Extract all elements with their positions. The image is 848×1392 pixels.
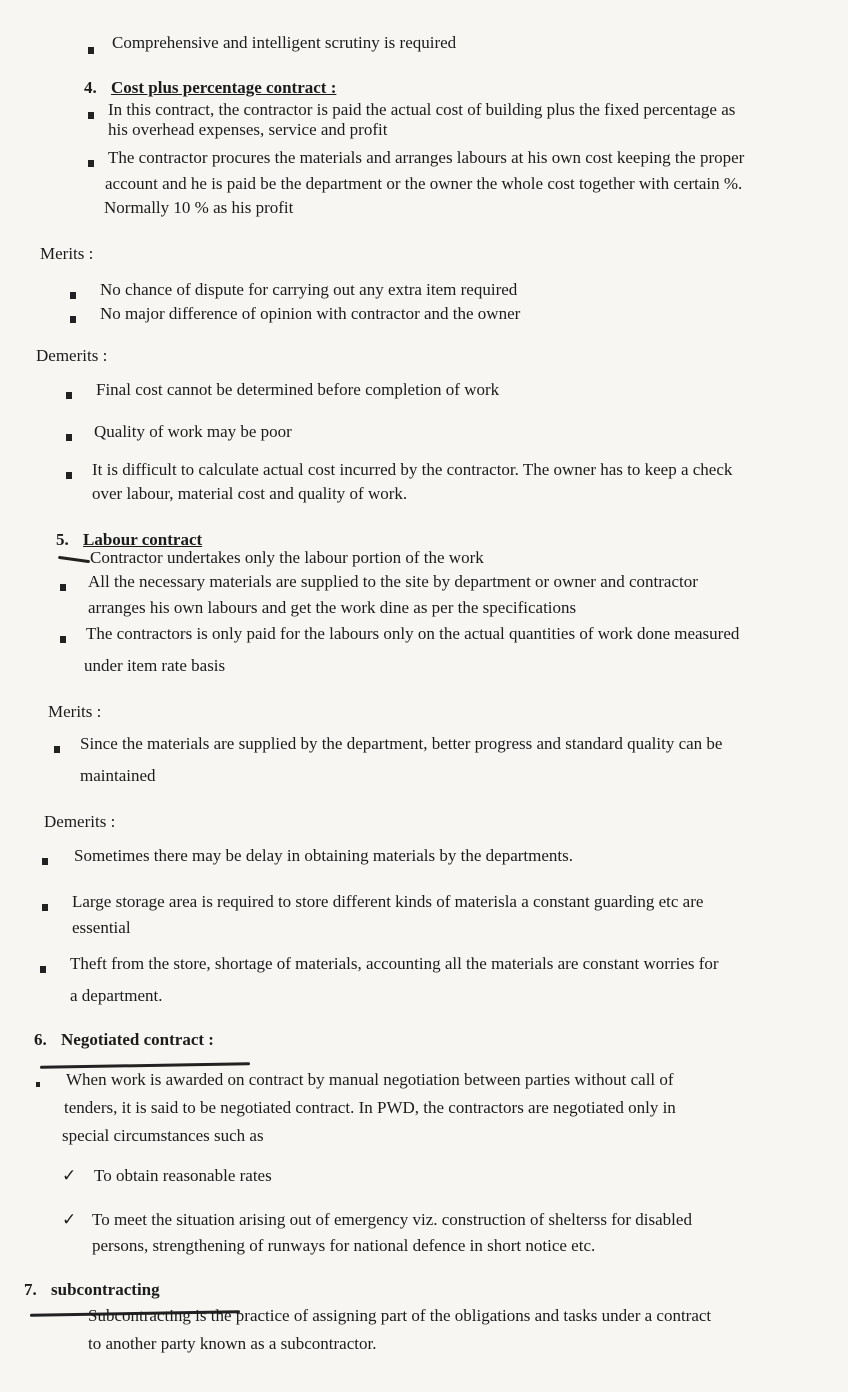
text-line: a department. — [70, 986, 163, 1005]
bullet — [60, 584, 66, 591]
text-line: his overhead expenses, service and profit — [108, 120, 388, 139]
bullet — [66, 472, 72, 479]
bullet — [88, 112, 94, 119]
text-line: No chance of dispute for carrying out any extra item required — [100, 280, 518, 299]
bullet — [70, 316, 76, 323]
bullet — [60, 636, 66, 643]
section-number: 5. — [56, 530, 69, 549]
text-line: Contractor undertakes only the labour portion of the work — [90, 548, 484, 567]
text-line: Theft from the store, shortage of materials, accounting all the materials are constant worries for — [70, 954, 719, 973]
text-line: account and he is paid be the department or the owner the whole cost together with certain %. — [105, 174, 743, 193]
text-line: essential — [72, 918, 131, 937]
bullet — [54, 746, 60, 753]
text-line: Since the materials are supplied by the department, better progress and standard quality can be — [80, 734, 723, 753]
text-line: Comprehensive and intelligent scrutiny is required — [112, 33, 457, 52]
merits-label: Merits : — [48, 702, 102, 721]
bullet — [36, 1082, 40, 1087]
text-line: under item rate basis — [84, 656, 226, 675]
text-line: arranges his own labours and get the work dine as per the specifications — [88, 598, 577, 617]
text-line: to another party known as a subcontractor. — [88, 1334, 377, 1353]
text-line: over labour, material cost and quality of work. — [92, 484, 408, 503]
text-line: Large storage area is required to store different kinds of materisla a constant guarding etc are — [72, 892, 704, 911]
section-number: 4. — [84, 78, 97, 97]
bullet — [40, 966, 46, 973]
text-line: It is difficult to calculate actual cost incurred by the contractor. The owner has to keep a check — [92, 460, 733, 479]
section-heading — [84, 78, 336, 98]
section-heading — [34, 1030, 214, 1050]
bullet — [88, 47, 94, 54]
text-line: Final cost cannot be determined before completion of work — [96, 380, 500, 399]
pen-mark — [58, 556, 90, 563]
section-number: 6. — [34, 1030, 47, 1049]
text-line: No major difference of opinion with contractor and the owner — [100, 304, 521, 323]
text-line: persons, strengthening of runways for national defence in short notice etc. — [92, 1236, 596, 1255]
bullet — [42, 904, 48, 911]
section-title: Cost plus percentage contract : — [111, 78, 337, 97]
text-line: To meet the situation arising out of emergency viz. construction of shelterss for disabled — [92, 1210, 692, 1229]
demerits-label: Demerits : — [44, 812, 116, 831]
bullet — [66, 392, 72, 399]
text-line: The contractors is only paid for the labours only on the actual quantities of work done measured — [86, 624, 740, 643]
text-line: All the necessary materials are supplied to the site by department or owner and contractor — [88, 572, 698, 591]
text-line: In this contract, the contractor is paid the actual cost of building plus the fixed percentage as — [108, 100, 736, 119]
text-line: When work is awarded on contract by manual negotiation between parties without call of — [66, 1070, 674, 1089]
section-heading — [24, 1280, 160, 1300]
section-title: subcontracting — [51, 1280, 160, 1299]
check-icon: ✓ — [62, 1210, 77, 1230]
bullet — [70, 292, 76, 299]
text-line: The contractor procures the materials and arranges labours at his own cost keeping the proper — [108, 148, 745, 167]
bullet — [66, 434, 72, 441]
text-line: To obtain reasonable rates — [94, 1166, 272, 1185]
text-line: Sometimes there may be delay in obtaining materials by the departments. — [74, 846, 574, 865]
bullet — [88, 160, 94, 167]
text-line: Subcontracting is the practice of assigning part of the obligations and tasks under a contract — [88, 1306, 712, 1325]
text-line: maintained — [80, 766, 156, 785]
section-heading — [56, 530, 202, 550]
pen-mark — [40, 1062, 250, 1069]
text-line: special circumstances such as — [62, 1126, 264, 1145]
text-line: Quality of work may be poor — [94, 422, 292, 441]
section-number: 7. — [24, 1280, 37, 1299]
section-title: Negotiated contract : — [61, 1030, 214, 1049]
text-line: Normally 10 % as his profit — [104, 198, 294, 217]
demerits-label: Demerits : — [36, 346, 108, 365]
section-title: Labour contract — [83, 530, 203, 549]
bullet — [42, 858, 48, 865]
text-line: tenders, it is said to be negotiated contract. In PWD, the contractors are negotiated only in — [64, 1098, 676, 1117]
merits-label: Merits : — [40, 244, 94, 263]
check-icon: ✓ — [62, 1166, 77, 1186]
